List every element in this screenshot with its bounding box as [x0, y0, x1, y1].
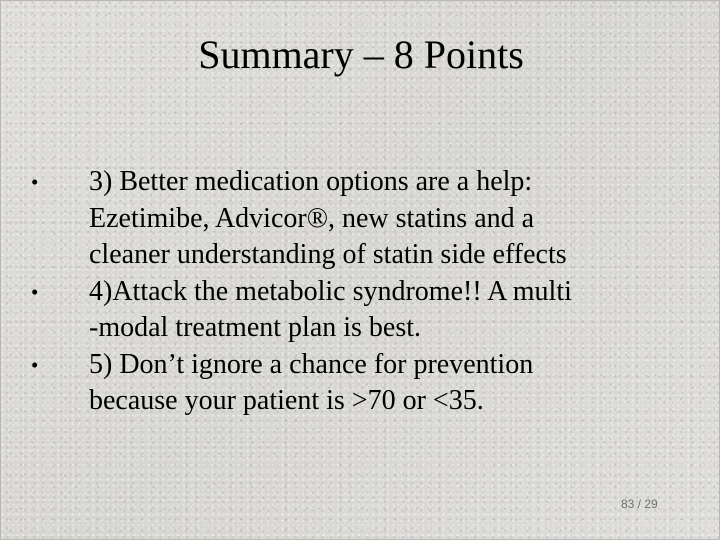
- bullet-item: [31, 274, 671, 347]
- bullet-icon: •: [31, 352, 39, 377]
- bullet-text-line: cleaner understanding of statin side effects: [89, 239, 567, 270]
- bullet-item: [31, 347, 671, 420]
- bullet-list: [31, 164, 671, 420]
- bullet-text-line: because your patient is >70 or <35.: [89, 385, 484, 416]
- bullet-text-line: 3) Better medication options are a help:: [89, 166, 533, 197]
- bullet-icon: •: [31, 170, 39, 194]
- slide-title: Summary – 8 Points: [198, 32, 524, 77]
- bullet-text-line: -modal treatment plan is best.: [89, 312, 422, 343]
- page-number: 83 / 29: [621, 497, 658, 511]
- bullet-item: [31, 164, 671, 274]
- bullet-text-line: 5) Don’t ignore a chance for prevention: [89, 348, 534, 380]
- bullet-text-line: Ezetimibe, Advicor®, new statins and a: [89, 202, 535, 234]
- bullet-text-line: 4)Attack the metabolic syndrome!! A multi: [89, 275, 572, 307]
- bullet-icon: •: [31, 279, 39, 304]
